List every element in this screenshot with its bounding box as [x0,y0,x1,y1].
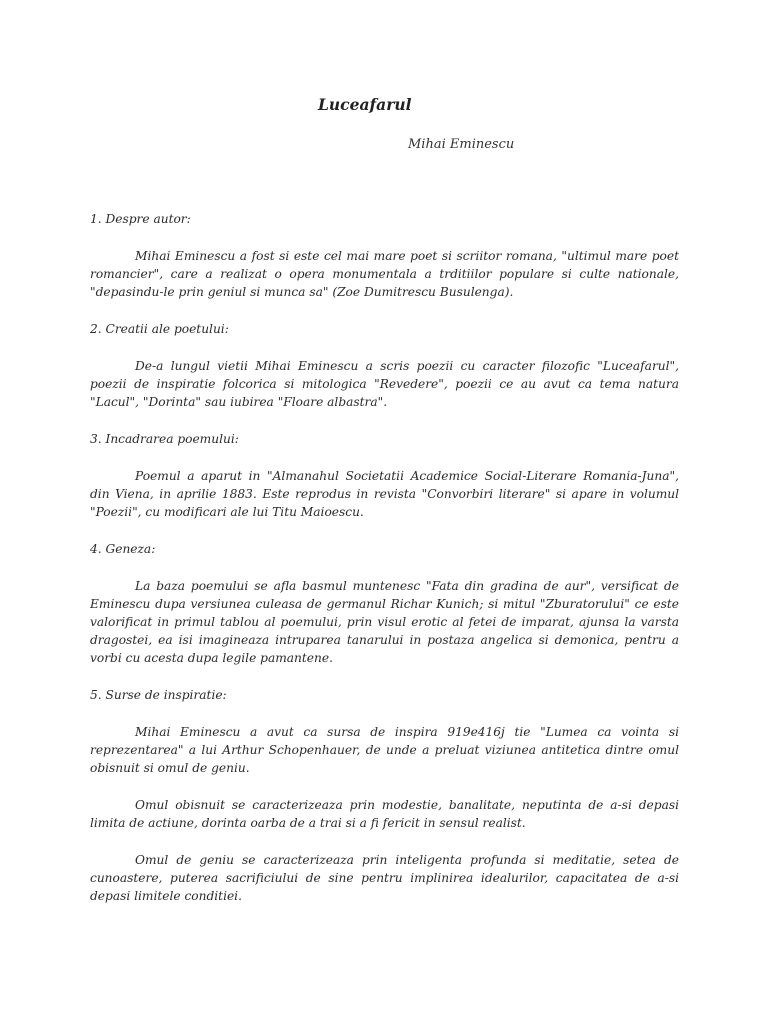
section-paragraph: La baza poemului se afla basmul muntenesc "Fata din gradina de aur", versificat de Eminescu dupa versiunea culeasa de germanul Richar Kunich; si mitul "Zburatorului" ce este valorificat in primul tablou al poemului, prin visul erotic al fetei de imparat, ajunsa la varsta dragostei, ea isi imagineaza intruparea tanarului in postaza angelica si demonica, pentru a vorbi cu acesta dupa legile pamantene. [90,579,679,665]
section-despre-autor [90,210,679,301]
section-paragraph: Omul obisnuit se caracterizeaza prin modestie, banalitate, neputinta de a-si depasi limita de actiune, dorinta oarba de a trai si a fi fericit in sensul realist. [90,798,679,830]
section-incadrarea [90,430,679,521]
section-paragraph: De-a lungul vietii Mihai Eminescu a scris poezii cu caracter filozofic "Luceafarul", poezii de inspiratie folcorica si mitologica "Revedere", poezii ce au avut ca tema natura "Lacul", "Dorinta" sau iubirea "Floare albastra". [90,359,679,409]
section-paragraph: Mihai Eminescu a fost si este cel mai mare poet si scriitor romana, "ultimul mare poet romancier", care a realizat o opera monumentala a trditiilor populare si culte nationale, "depasindu-le prin geniul si munca sa" (Zoe Dumitrescu Busulenga). [90,249,679,299]
section-heading: 1. Despre autor: [90,212,191,226]
section-heading: 4. Geneza: [90,542,156,556]
section-heading: 2. Creatii ale poetului: [90,322,229,336]
section-paragraph: Mihai Eminescu a avut ca sursa de inspira 919e416j tie "Lumea ca vointa si reprezentarea" a lui Arthur Schopenhauer, de unde a preluat viziunea antitetica dintre omul obisnuit si omul de geniu. [90,725,679,775]
document-title: Luceafarul [318,95,412,114]
section-paragraph: Poemul a aparut in "Almanahul Societatii Academice Social-Literare Romania-Juna", din Viena, in aprilie 1883. Este reprodus in revista "Convorbiri literare" si apare in volumul "Poezii", cu modificari ale lui Titu Maioescu. [90,469,679,519]
document-author: Mihai Eminescu [408,137,515,152]
section-creatii [90,320,679,411]
section-heading: 5. Surse de inspiratie: [90,688,227,702]
document-body [90,210,679,924]
section-geneza [90,540,679,667]
section-heading: 3. Incadrarea poemului: [90,432,239,446]
section-surse [90,686,679,905]
section-paragraph: Omul de geniu se caracterizeaza prin inteligenta profunda si meditatie, setea de cunoastere, puterea sacrificiului de sine pentru implinirea idealurilor, capacitatea de a-si depasi limitele conditiei. [90,853,679,903]
